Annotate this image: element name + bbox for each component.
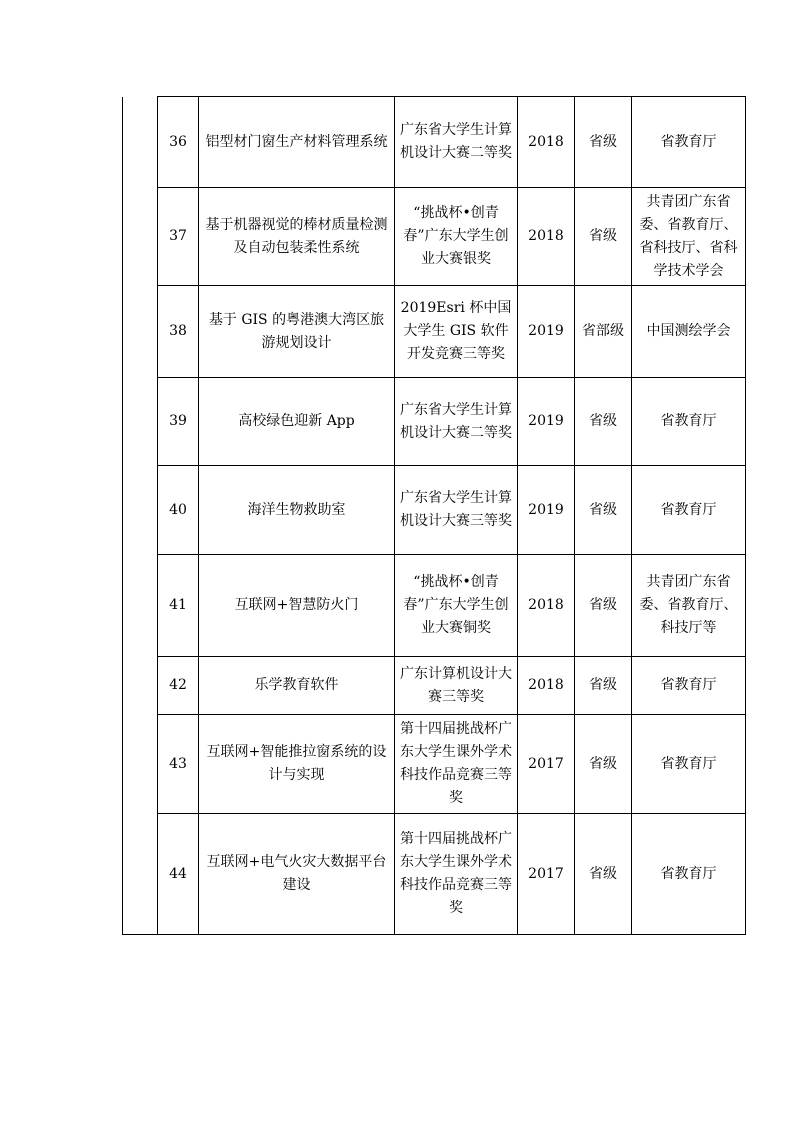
table-row: [123, 814, 746, 935]
table-row: [123, 97, 746, 188]
row-number: 39: [158, 378, 199, 466]
award-level: 省级: [575, 378, 632, 466]
merged-category-cell: [123, 286, 158, 378]
issuing-org: 省教育厅: [632, 97, 746, 188]
merged-category-cell: [123, 97, 158, 188]
row-number: 44: [158, 814, 199, 935]
award-level: 省部级: [575, 286, 632, 378]
issuing-org: 中国测绘学会: [632, 286, 746, 378]
issuing-org: 省教育厅: [632, 814, 746, 935]
issuing-org: 省教育厅: [632, 466, 746, 555]
merged-category-cell: [123, 466, 158, 555]
award-year: 2017: [518, 715, 575, 814]
award-name: 广东计算机设计大赛三等奖: [395, 657, 518, 715]
award-name: “挑战杯•创青春”广东大学生创业大赛银奖: [395, 188, 518, 286]
merged-category-cell: [123, 555, 158, 657]
award-level: 省级: [575, 715, 632, 814]
project-name: 铝型材门窗生产材料管理系统: [199, 97, 395, 188]
award-year: 2018: [518, 657, 575, 715]
award-name: 第十四届挑战杯广东大学生课外学术科技作品竞赛三等奖: [395, 715, 518, 814]
award-name: 广东省大学生计算机设计大赛二等奖: [395, 97, 518, 188]
row-number: 36: [158, 97, 199, 188]
merged-category-cell: [123, 715, 158, 814]
row-number: 37: [158, 188, 199, 286]
project-name: 互联网+电气火灾大数据平台建设: [199, 814, 395, 935]
award-name: 广东省大学生计算机设计大赛三等奖: [395, 466, 518, 555]
award-level: 省级: [575, 555, 632, 657]
merged-category-cell: [123, 188, 158, 286]
row-number: 40: [158, 466, 199, 555]
row-number: 42: [158, 657, 199, 715]
award-year: 2019: [518, 466, 575, 555]
row-number: 38: [158, 286, 199, 378]
project-name: 互联网+智慧防火门: [199, 555, 395, 657]
issuing-org: 省教育厅: [632, 715, 746, 814]
award-year: 2018: [518, 97, 575, 188]
project-name: 基于 GIS 的粤港澳大湾区旅游规划设计: [199, 286, 395, 378]
award-name: “挑战杯•创青春”广东大学生创业大赛铜奖: [395, 555, 518, 657]
award-year: 2019: [518, 286, 575, 378]
project-name: 互联网+智能推拉窗系统的设计与实现: [199, 715, 395, 814]
project-name: 基于机器视觉的棒材质量检测及自动包装柔性系统: [199, 188, 395, 286]
award-level: 省级: [575, 97, 632, 188]
award-year: 2017: [518, 814, 575, 935]
award-level: 省级: [575, 466, 632, 555]
issuing-org: 共青团广东省委、省教育厅、省科技厅、省科学技术学会: [632, 188, 746, 286]
table-row: [123, 657, 746, 715]
award-year: 2019: [518, 378, 575, 466]
table-row: [123, 378, 746, 466]
project-name: 高校绿色迎新 App: [199, 378, 395, 466]
award-name: 2019Esri 杯中国大学生 GIS 软件开发竞赛三等奖: [395, 286, 518, 378]
award-year: 2018: [518, 555, 575, 657]
award-level: 省级: [575, 814, 632, 935]
table-row: [123, 555, 746, 657]
project-name: 乐学教育软件: [199, 657, 395, 715]
award-name: 第十四届挑战杯广东大学生课外学术科技作品竞赛三等奖: [395, 814, 518, 935]
merged-category-cell: [123, 657, 158, 715]
award-level: 省级: [575, 657, 632, 715]
issuing-org: 省教育厅: [632, 378, 746, 466]
issuing-org: 共青团广东省委、省教育厅、科技厅等: [632, 555, 746, 657]
merged-category-cell: [123, 378, 158, 466]
award-name: 广东省大学生计算机设计大赛二等奖: [395, 378, 518, 466]
row-number: 43: [158, 715, 199, 814]
project-name: 海洋生物救助室: [199, 466, 395, 555]
table-row: [123, 466, 746, 555]
award-year: 2018: [518, 188, 575, 286]
award-level: 省级: [575, 188, 632, 286]
table-row: [123, 715, 746, 814]
awards-table: [122, 96, 746, 935]
table-row: [123, 188, 746, 286]
merged-category-cell: [123, 814, 158, 935]
table-row: [123, 286, 746, 378]
issuing-org: 省教育厅: [632, 657, 746, 715]
row-number: 41: [158, 555, 199, 657]
